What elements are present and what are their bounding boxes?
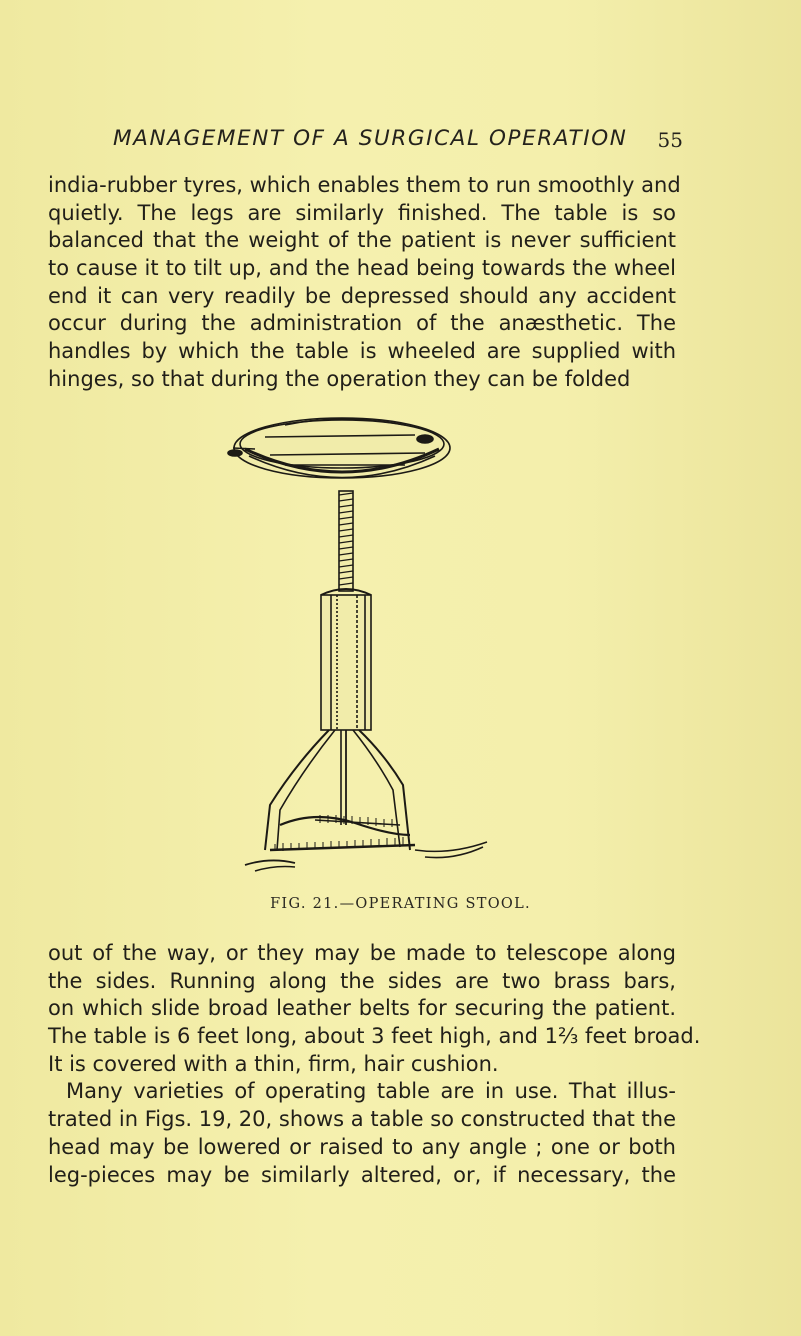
paragraph-2-line: It is covered with a thin, firm, hair cushion. xyxy=(48,1051,499,1076)
paragraph-2-line: head may be lowered or raised to any angle ; one or both xyxy=(48,1134,676,1159)
running-head-title: MANAGEMENT OF A SURGICAL OPERATION xyxy=(113,126,628,151)
paragraph-1 xyxy=(48,172,681,394)
operating-stool-illustration xyxy=(225,395,505,885)
paragraph-2 xyxy=(48,940,701,1189)
stool-seat xyxy=(234,418,450,478)
stool-leg-left xyxy=(265,730,329,850)
paragraph-1-line: india-rubber tyres, which enables them to run smoothly and xyxy=(48,173,681,197)
paragraph-1-line: to cause it to tilt up, and the head being towards the wheel xyxy=(48,256,676,281)
stool-foot-ring xyxy=(280,817,410,835)
paragraph-2-line: trated in Figs. 19, 20, shows a table so constructed that the xyxy=(48,1107,676,1132)
running-header xyxy=(113,126,683,160)
paragraph-2-line: Many varieties of operating table are in use. That illus- xyxy=(66,1079,676,1104)
paragraph-1-line: hinges, so that during the operation they can be folded xyxy=(48,366,631,391)
stool-sleeve xyxy=(321,595,371,730)
paragraph-2-line: out of the way, or they may be made to telescope along xyxy=(48,941,676,965)
figure-caption: FIG. 21.—OPERATING STOOL. xyxy=(270,896,531,912)
paragraph-1-line: end it can very readily be depressed should any accident xyxy=(48,283,676,308)
paragraph-2-line: the sides. Running along the sides are two brass bars, xyxy=(48,968,676,993)
paragraph-2-line: leg-pieces may be similarly altered, or, if necessary, the xyxy=(48,1162,676,1187)
page-number: 55 xyxy=(657,128,683,152)
paragraph-1-line: occur during the administration of the anæsthetic. The xyxy=(48,311,676,336)
paragraph-1-line: balanced that the weight of the patient is never sufficient xyxy=(48,228,676,253)
paragraph-2-line: The table is 6 feet long, about 3 feet high, and 1⅔ feet broad. xyxy=(48,1024,701,1049)
paragraph-1-line: handles by which the table is wheeled are supplied with xyxy=(48,339,676,364)
paragraph-2-line: on which slide broad leather belts for securing the patient. xyxy=(48,996,676,1021)
paragraph-1-line: quietly. The legs are similarly finished. The table is so xyxy=(48,200,676,225)
